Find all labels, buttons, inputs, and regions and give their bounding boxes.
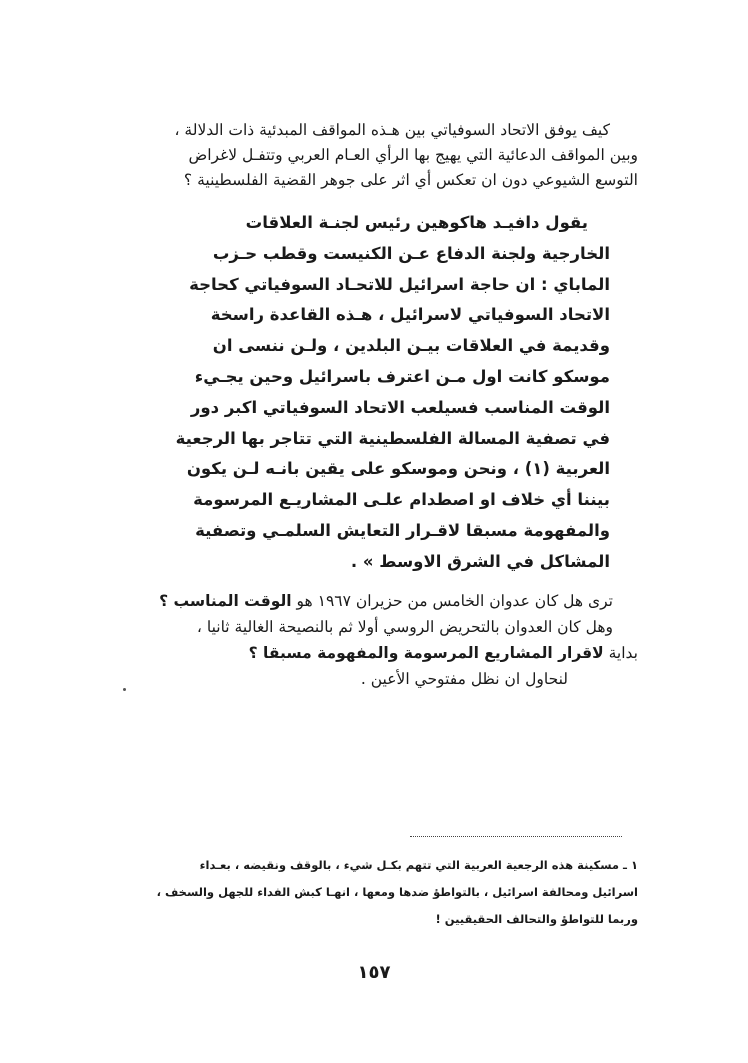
quote-line: الخارجية ولجنة الدفاع عـن الكنيست وقطب حـزب — [212, 243, 610, 263]
footnote-line: اسرائيل ومحالفة اسرائيل ، بالتواطؤ ضدها ومعها ، انهـا كبش الفداء للجهل والسخف ، — [156, 885, 638, 899]
question-line — [113, 588, 638, 614]
quote-line: المشاكل في الشرق الاوسط » . — [350, 551, 610, 571]
footnote-line: ١ ـ مسكينة هذه الرجعية العربية التي تتهم بكـل شيء ، بالوقف ونقيضه ، بعـداء — [199, 858, 638, 872]
quote-line: في تصفية المسالة الفلسطينية التي تتاجر بها الرجعية — [175, 428, 610, 448]
quote-line: العربية (١) ، ونحن وموسكو على يقين بانـه لـن يكون — [186, 459, 610, 479]
question-emphasis: الوقت المناسب ؟ — [159, 592, 292, 610]
question-paragraph — [113, 588, 638, 692]
question-line — [113, 640, 638, 666]
quote-line: وقديمة في العلاقات بيـن البلدين ، ولـن ننسى ان — [212, 336, 610, 356]
intro-line: التوسع الشيوعي دون ان تعكس أي اثر على جوهر القضية الفلسطينية ؟ — [183, 171, 638, 189]
quote-line: الاتحاد السوفياتي لاسرائيل ، هـذه القاعدة راسخة — [210, 305, 610, 325]
footnote-line: وربما للتواطؤ والتحالف الحقيقيين ! — [435, 912, 638, 926]
quote-paragraph — [140, 208, 610, 578]
question-line: وهل كان العدوان بالتحريض الروسي أولا ثم بالنصيحة الغالية ثانيا ، — [196, 618, 613, 636]
quote-line: يقول دافيـد هاكوهين رئيس لجنـة العلاقات — [245, 213, 588, 232]
page-number: ١٥٧ — [357, 962, 391, 983]
quote-line: بيننا أي خلاف او اصطدام علـى المشاريـع المرسومة — [193, 490, 610, 510]
question-text: ترى هل كان عدوان الخامس من حزيران ١٩٦٧ هو — [291, 592, 613, 610]
intro-line: وبين المواقف الدعائية التي يهيج بها الرأي العـام العربي وتتفـل لاغراض — [188, 146, 638, 164]
question-text: بداية — [603, 644, 638, 662]
intro-paragraph — [113, 118, 638, 193]
footnote-separator — [410, 836, 622, 837]
footnote — [108, 852, 638, 933]
quote-line: موسكو كانت اول مـن اعترف باسرائيل وحين يجـيء — [194, 366, 610, 386]
intro-line: كيف يوفق الاتحاد السوفياتي بين هـذه المواقف المبدئية ذات الدلالة ، — [174, 121, 610, 139]
question-line: لنحاول ان نظل مفتوحي الأعين . — [360, 670, 568, 688]
quote-line: والمفهومة مسبقا لاقـرار التعايش السلمـي وتصفية — [195, 520, 610, 540]
question-emphasis: لاقرار المشاريع المرسومة والمفهومة مسبقا ؟ — [248, 644, 604, 662]
speck-mark — [123, 688, 126, 691]
quote-line: الماباي : ان حاجة اسرائيل للاتحـاد السوفياتي كحاجة — [189, 274, 610, 294]
quote-line: الوقت المناسب فسيلعب الاتحاد السوفياتي اكبر دور — [190, 397, 610, 417]
